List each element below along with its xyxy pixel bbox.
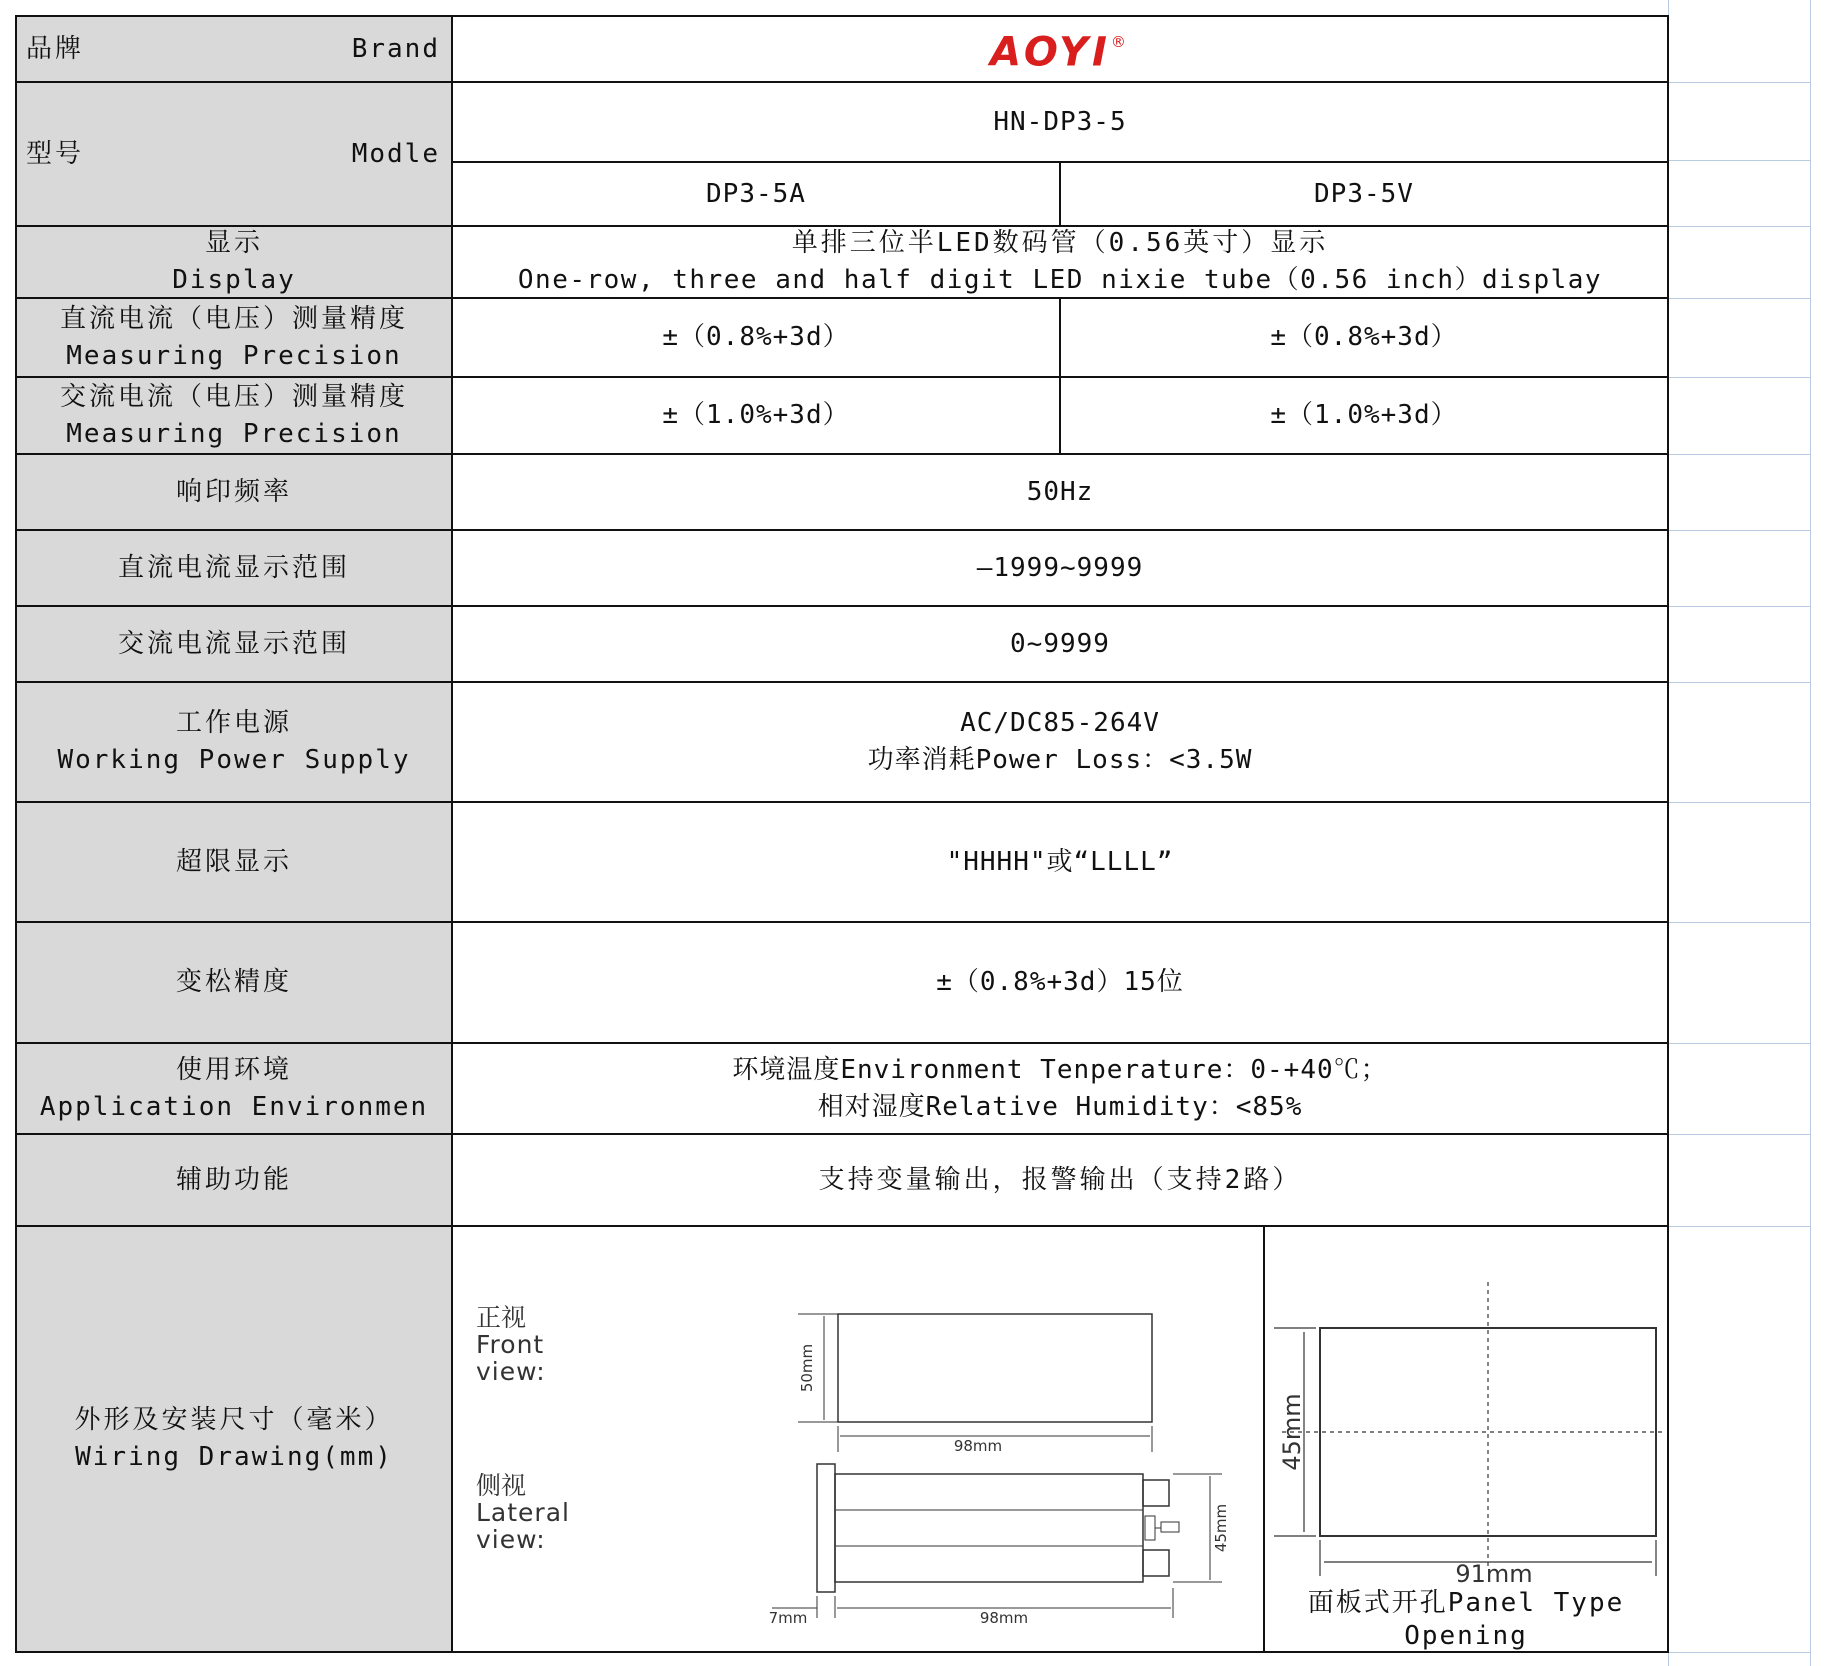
panel-dim-height: 45mm: [1278, 1393, 1306, 1471]
panel-caption-2: Opening: [1404, 1621, 1528, 1651]
front-view-label-en2: view:: [476, 1357, 546, 1386]
panel-caption-1: 面板式开孔Panel Type: [1307, 1588, 1625, 1618]
table-border: [15, 15, 1669, 17]
ac-precision-label-en: Measuring Precision: [66, 418, 402, 449]
model-label-en: Modle: [351, 138, 440, 169]
grid-line: [1668, 1652, 1810, 1653]
dim-side-height: 45mm: [1212, 1503, 1230, 1553]
brand-value: [452, 16, 1668, 82]
ac-range-label-zh: 交流电流显示范围: [117, 628, 350, 659]
power-label: [16, 682, 452, 802]
dim-front-height: 50mm: [798, 1343, 816, 1393]
dc-precision-v: [1060, 298, 1668, 377]
grid-line: [1668, 160, 1810, 161]
grid-line: [1668, 226, 1810, 227]
panel-cutout-shape: [1274, 1282, 1664, 1576]
front-view-label-zh: 正视: [476, 1303, 527, 1332]
table-border: [1059, 161, 1061, 227]
table-border: [451, 15, 453, 1653]
brand-label: [16, 16, 452, 82]
table-border: [15, 801, 1669, 803]
frequency-label-zh: 响印频率: [175, 476, 292, 507]
table-border: [15, 529, 1669, 531]
dc-precision-a-text: ±（0.8%+3d）: [662, 322, 850, 352]
brand-label-en: Brand: [351, 33, 440, 64]
model-label: [16, 82, 452, 226]
front-view-label-en1: Front: [476, 1330, 545, 1359]
grid-line: [1668, 1226, 1810, 1227]
grid-line: [1668, 802, 1810, 803]
table-border: [15, 15, 17, 1653]
table-border: [15, 605, 1669, 607]
aux-label: [16, 1134, 452, 1226]
table-border: [15, 1651, 1669, 1653]
transmit-value-text: ±（0.8%+3d）15位: [936, 967, 1184, 997]
ac-precision-label-zh: 交流电流（电压）测量精度: [59, 381, 408, 412]
model-variant-v-text: DP3-5V: [1314, 178, 1414, 209]
dimensions-label: [16, 1226, 452, 1652]
aux-value-text: 支持变量输出，报警输出（支持2路）: [818, 1164, 1302, 1195]
dc-precision-label-zh: 直流电流（电压）测量精度: [59, 303, 408, 334]
display-label: [16, 226, 452, 298]
table-border: [15, 297, 1669, 299]
dim-front-width: 98mm: [953, 1437, 1003, 1455]
dimensions-label-zh: 外形及安装尺寸（毫米）: [74, 1405, 394, 1435]
dim-side-depth: 98mm: [979, 1609, 1029, 1627]
table-border: [15, 921, 1669, 923]
model-value-text: HN-DP3-5: [993, 106, 1127, 137]
grid-line: [1810, 0, 1811, 1666]
ac-precision-a: [452, 377, 1060, 454]
overrange-label: [16, 802, 452, 922]
frequency-value: [452, 454, 1668, 530]
table-border: [15, 1042, 1669, 1044]
dc-range-value-text: —1999~9999: [976, 552, 1144, 583]
display-value-en: One-row, three and half digit LED nixie tube（0.56 inch）display: [517, 265, 1603, 295]
ac-precision-v: [1060, 377, 1668, 454]
aux-label-zh: 辅助功能: [175, 1164, 292, 1195]
grid-line: [1668, 377, 1810, 378]
panel-cutout-drawing: [1264, 1226, 1668, 1652]
grid-line: [1668, 1134, 1810, 1135]
table-border: [15, 376, 1669, 378]
brand-logo: [990, 24, 1130, 74]
transmit-label: [16, 922, 452, 1043]
installation-drawing: [452, 1226, 1264, 1652]
model-variant-a: [452, 162, 1060, 226]
side-view-label-zh: 侧视: [476, 1471, 527, 1500]
overrange-value: [452, 802, 1668, 922]
table-border: [451, 161, 1669, 163]
side-view-label-en1: Lateral: [476, 1498, 570, 1527]
power-value-1: AC/DC85-264V: [960, 708, 1160, 738]
power-value: [452, 682, 1668, 802]
dc-range-label-zh: 直流电流显示范围: [117, 552, 350, 583]
dim-side-flange: 7mm: [768, 1609, 808, 1627]
table-border: [15, 453, 1669, 455]
power-label-en: Working Power Supply: [57, 745, 411, 775]
dc-precision-v-text: ±（0.8%+3d）: [1270, 322, 1458, 352]
model-value: [452, 82, 1668, 162]
ac-precision-a-text: ±（1.0%+3d）: [662, 400, 850, 430]
table-border: [15, 1133, 1669, 1135]
environment-value: [452, 1043, 1668, 1134]
brand-label-zh: 品牌: [26, 33, 85, 64]
dc-precision-label: [16, 298, 452, 377]
frequency-value-text: 50Hz: [1026, 476, 1094, 507]
brand-logo-text: AOYI: [990, 29, 1111, 76]
display-value: [452, 226, 1668, 298]
ac-precision-label: [16, 377, 452, 454]
transmit-value: [452, 922, 1668, 1043]
table-border: [15, 225, 1669, 227]
front-view-drawing: [798, 1314, 1152, 1452]
dc-precision-a: [452, 298, 1060, 377]
dimensions-label-en: Wiring Drawing(mm): [75, 1442, 393, 1472]
aux-value: [452, 1134, 1668, 1226]
power-label-zh: 工作电源: [175, 708, 292, 738]
ac-range-value: [452, 606, 1668, 682]
panel-dim-width: 91mm: [1455, 1560, 1533, 1588]
grid-line: [1668, 530, 1810, 531]
table-border: [15, 1225, 1669, 1227]
overrange-value-text: "HHHH"或“LLLL”: [946, 846, 1174, 877]
frequency-label: [16, 454, 452, 530]
dc-range-label: [16, 530, 452, 606]
table-border: [15, 681, 1669, 683]
grid-line: [1668, 922, 1810, 923]
environment-label: [16, 1043, 452, 1134]
ac-range-label: [16, 606, 452, 682]
display-label-en: Display: [172, 265, 296, 295]
grid-line: [1668, 82, 1810, 83]
ac-precision-v-text: ±（1.0%+3d）: [1270, 400, 1458, 430]
model-variant-v: [1060, 162, 1668, 226]
ac-range-value-text: 0~9999: [1010, 628, 1110, 659]
dc-precision-label-en: Measuring Precision: [66, 340, 402, 371]
grid-line: [1668, 1043, 1810, 1044]
side-view-label-en2: view:: [476, 1525, 546, 1554]
table-border: [15, 81, 1669, 83]
dc-range-value: [452, 530, 1668, 606]
grid-line: [1668, 606, 1810, 607]
side-view-drawing: [772, 1464, 1222, 1618]
environment-value-1: 环境温度Environment Tenperature：0-+40℃；: [732, 1054, 1388, 1085]
model-variant-a-text: DP3-5A: [706, 178, 806, 209]
table-border: [1667, 15, 1669, 1653]
model-label-zh: 型号: [26, 138, 85, 169]
power-value-2: 功率消耗Power Loss：<3.5W: [867, 745, 1253, 775]
transmit-label-zh: 变松精度: [175, 967, 292, 997]
overrange-label-zh: 超限显示: [175, 846, 292, 877]
environment-label-zh: 使用环境: [175, 1054, 292, 1085]
environment-label-en: Application Environmen: [39, 1091, 429, 1122]
grid-line: [1668, 454, 1810, 455]
brand-logo-mark: ®: [1110, 32, 1130, 51]
display-label-zh: 显示: [204, 228, 263, 258]
environment-value-2: 相对湿度Relative Humidity：<85%: [817, 1091, 1303, 1122]
grid-line: [1668, 298, 1810, 299]
grid-line: [1668, 682, 1810, 683]
table-border: [1263, 1225, 1265, 1653]
display-value-zh: 单排三位半LED数码管（0.56英寸）显示: [791, 228, 1329, 258]
